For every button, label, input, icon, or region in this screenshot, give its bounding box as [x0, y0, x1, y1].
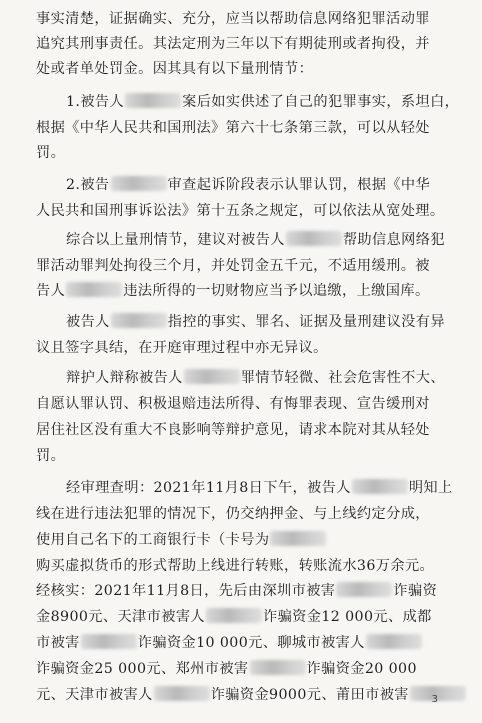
text-line [36, 280, 430, 302]
text-segment: 案后如实供述了自己的犯罪事实，系坦白， [182, 94, 460, 110]
text-segment: 居住社区没有重大不良影响等辩护意见，请求本院对其从轻处 [36, 422, 430, 438]
text-line [36, 337, 328, 359]
redaction-block [250, 660, 306, 675]
text-line [36, 684, 467, 706]
redaction-block [184, 369, 240, 384]
text-segment: 经审理查明：2021年11月8日下午，被告人 [66, 480, 351, 496]
text-segment: 人民共和国刑事诉讼法》第十五条之规定，可以依法从宽处理。 [36, 203, 445, 219]
text-segment: 罪活动罪判处拘役三个月，并处罚金五千元，不适用缓刑。被 [36, 258, 430, 274]
redaction-block [81, 634, 137, 649]
text-segment: 明知上 [408, 480, 453, 496]
text-line [36, 606, 432, 628]
text-line [36, 555, 434, 577]
text-segment: 处或者单处罚金。因其具有以下量刑情节： [36, 61, 314, 77]
text-segment: 使用自己名下的工商银行卡（卡号为 [36, 532, 270, 548]
text-segment: 诈骗资金25 000元、郑州市被害 [36, 661, 249, 677]
redaction-block [286, 231, 342, 246]
text-line [36, 393, 430, 415]
redaction-block [66, 282, 122, 297]
text-line [36, 580, 437, 602]
text-segment: 1.被告人 [66, 94, 125, 110]
text-segment: 经核实：2021年11月8日，先后由深圳市被害 [36, 583, 336, 599]
text-segment: 诈骗资金9000元、莆田市被害 [210, 687, 409, 703]
text-line [66, 91, 459, 113]
text-segment: 2.被告 [66, 177, 110, 193]
redaction-block [352, 479, 408, 494]
page-number: 3 [431, 694, 438, 705]
text-segment: 罚。 [36, 145, 66, 161]
redaction-block [366, 634, 422, 649]
text-line [36, 58, 313, 80]
text-line [36, 117, 430, 139]
text-line [36, 632, 423, 654]
text-segment: 审查起诉阶段表示认罪认罚，根据《中华 [167, 177, 431, 193]
text-line [36, 419, 430, 441]
text-segment: 辩护人辩称被告人 [66, 370, 183, 386]
text-line [36, 142, 65, 164]
text-segment: 违法所得的一切财物应当予以追缴，上缴国库。 [123, 283, 430, 299]
redaction-block [206, 608, 262, 623]
redaction-block [154, 686, 210, 701]
text-segment: 诈骗资金20 000 [306, 661, 417, 677]
text-segment: 自愿认罪认罚、积极退赔违法所得、有悔罪表现、宣告缓刑对 [36, 396, 430, 412]
text-line [36, 503, 430, 525]
text-segment: 诈骗资 [393, 583, 438, 599]
text-line [66, 174, 430, 196]
redaction-block [125, 93, 181, 108]
text-line [66, 311, 445, 333]
text-line [36, 8, 430, 30]
text-segment: 帮助信息网络犯 [342, 232, 445, 248]
text-line [66, 229, 445, 251]
text-line [36, 529, 327, 551]
text-line [36, 658, 417, 680]
redaction-block [111, 176, 167, 191]
redaction-block [270, 531, 326, 546]
text-segment: 议且签字具结，在开庭审理过程中亦无异议。 [36, 340, 328, 356]
text-segment: 线在进行违法犯罪的情况下，仍交纳押金、与上线约定分成， [36, 506, 430, 522]
text-line [36, 33, 430, 55]
text-segment: 诈骗资金12 000元、成都 [263, 609, 432, 625]
text-segment: 事实清楚，证据确实、充分，应当以帮助信息网络犯罪活动罪 [36, 11, 430, 27]
text-segment: 元、天津市被害人 [36, 687, 153, 703]
redaction-block [111, 313, 167, 328]
text-segment: 罚。 [36, 448, 66, 464]
text-line [36, 445, 65, 467]
text-segment: 被告人 [66, 314, 110, 330]
text-segment: 告人 [36, 283, 66, 299]
text-segment: 金8900元、天津市被害人 [36, 609, 205, 625]
text-segment: 购买虚拟货币的形式帮助上线进行转账，转账流水36万余元。 [36, 558, 435, 574]
text-segment: 指控的事实、罪名、证据及量刑建议没有异 [167, 314, 445, 330]
text-segment: 综合以上量刑情节，建议对被告人 [66, 232, 285, 248]
text-segment: 根据《中华人民共和国刑法》第六十七条第三款，可以从轻处 [36, 120, 430, 136]
text-segment: 追究其刑事责任。其法定刑为三年以下有期徒刑或者拘役，并 [36, 36, 430, 52]
text-line [66, 367, 445, 389]
text-line [36, 255, 430, 277]
redaction-block [336, 582, 392, 597]
text-segment: 市被害 [36, 635, 80, 651]
text-segment: 罪情节轻微、社会危害性不大、 [240, 370, 445, 386]
text-segment: 诈骗资金10 000元、聊城市被害人 [137, 635, 365, 651]
text-line [66, 477, 453, 499]
text-line [36, 200, 444, 222]
